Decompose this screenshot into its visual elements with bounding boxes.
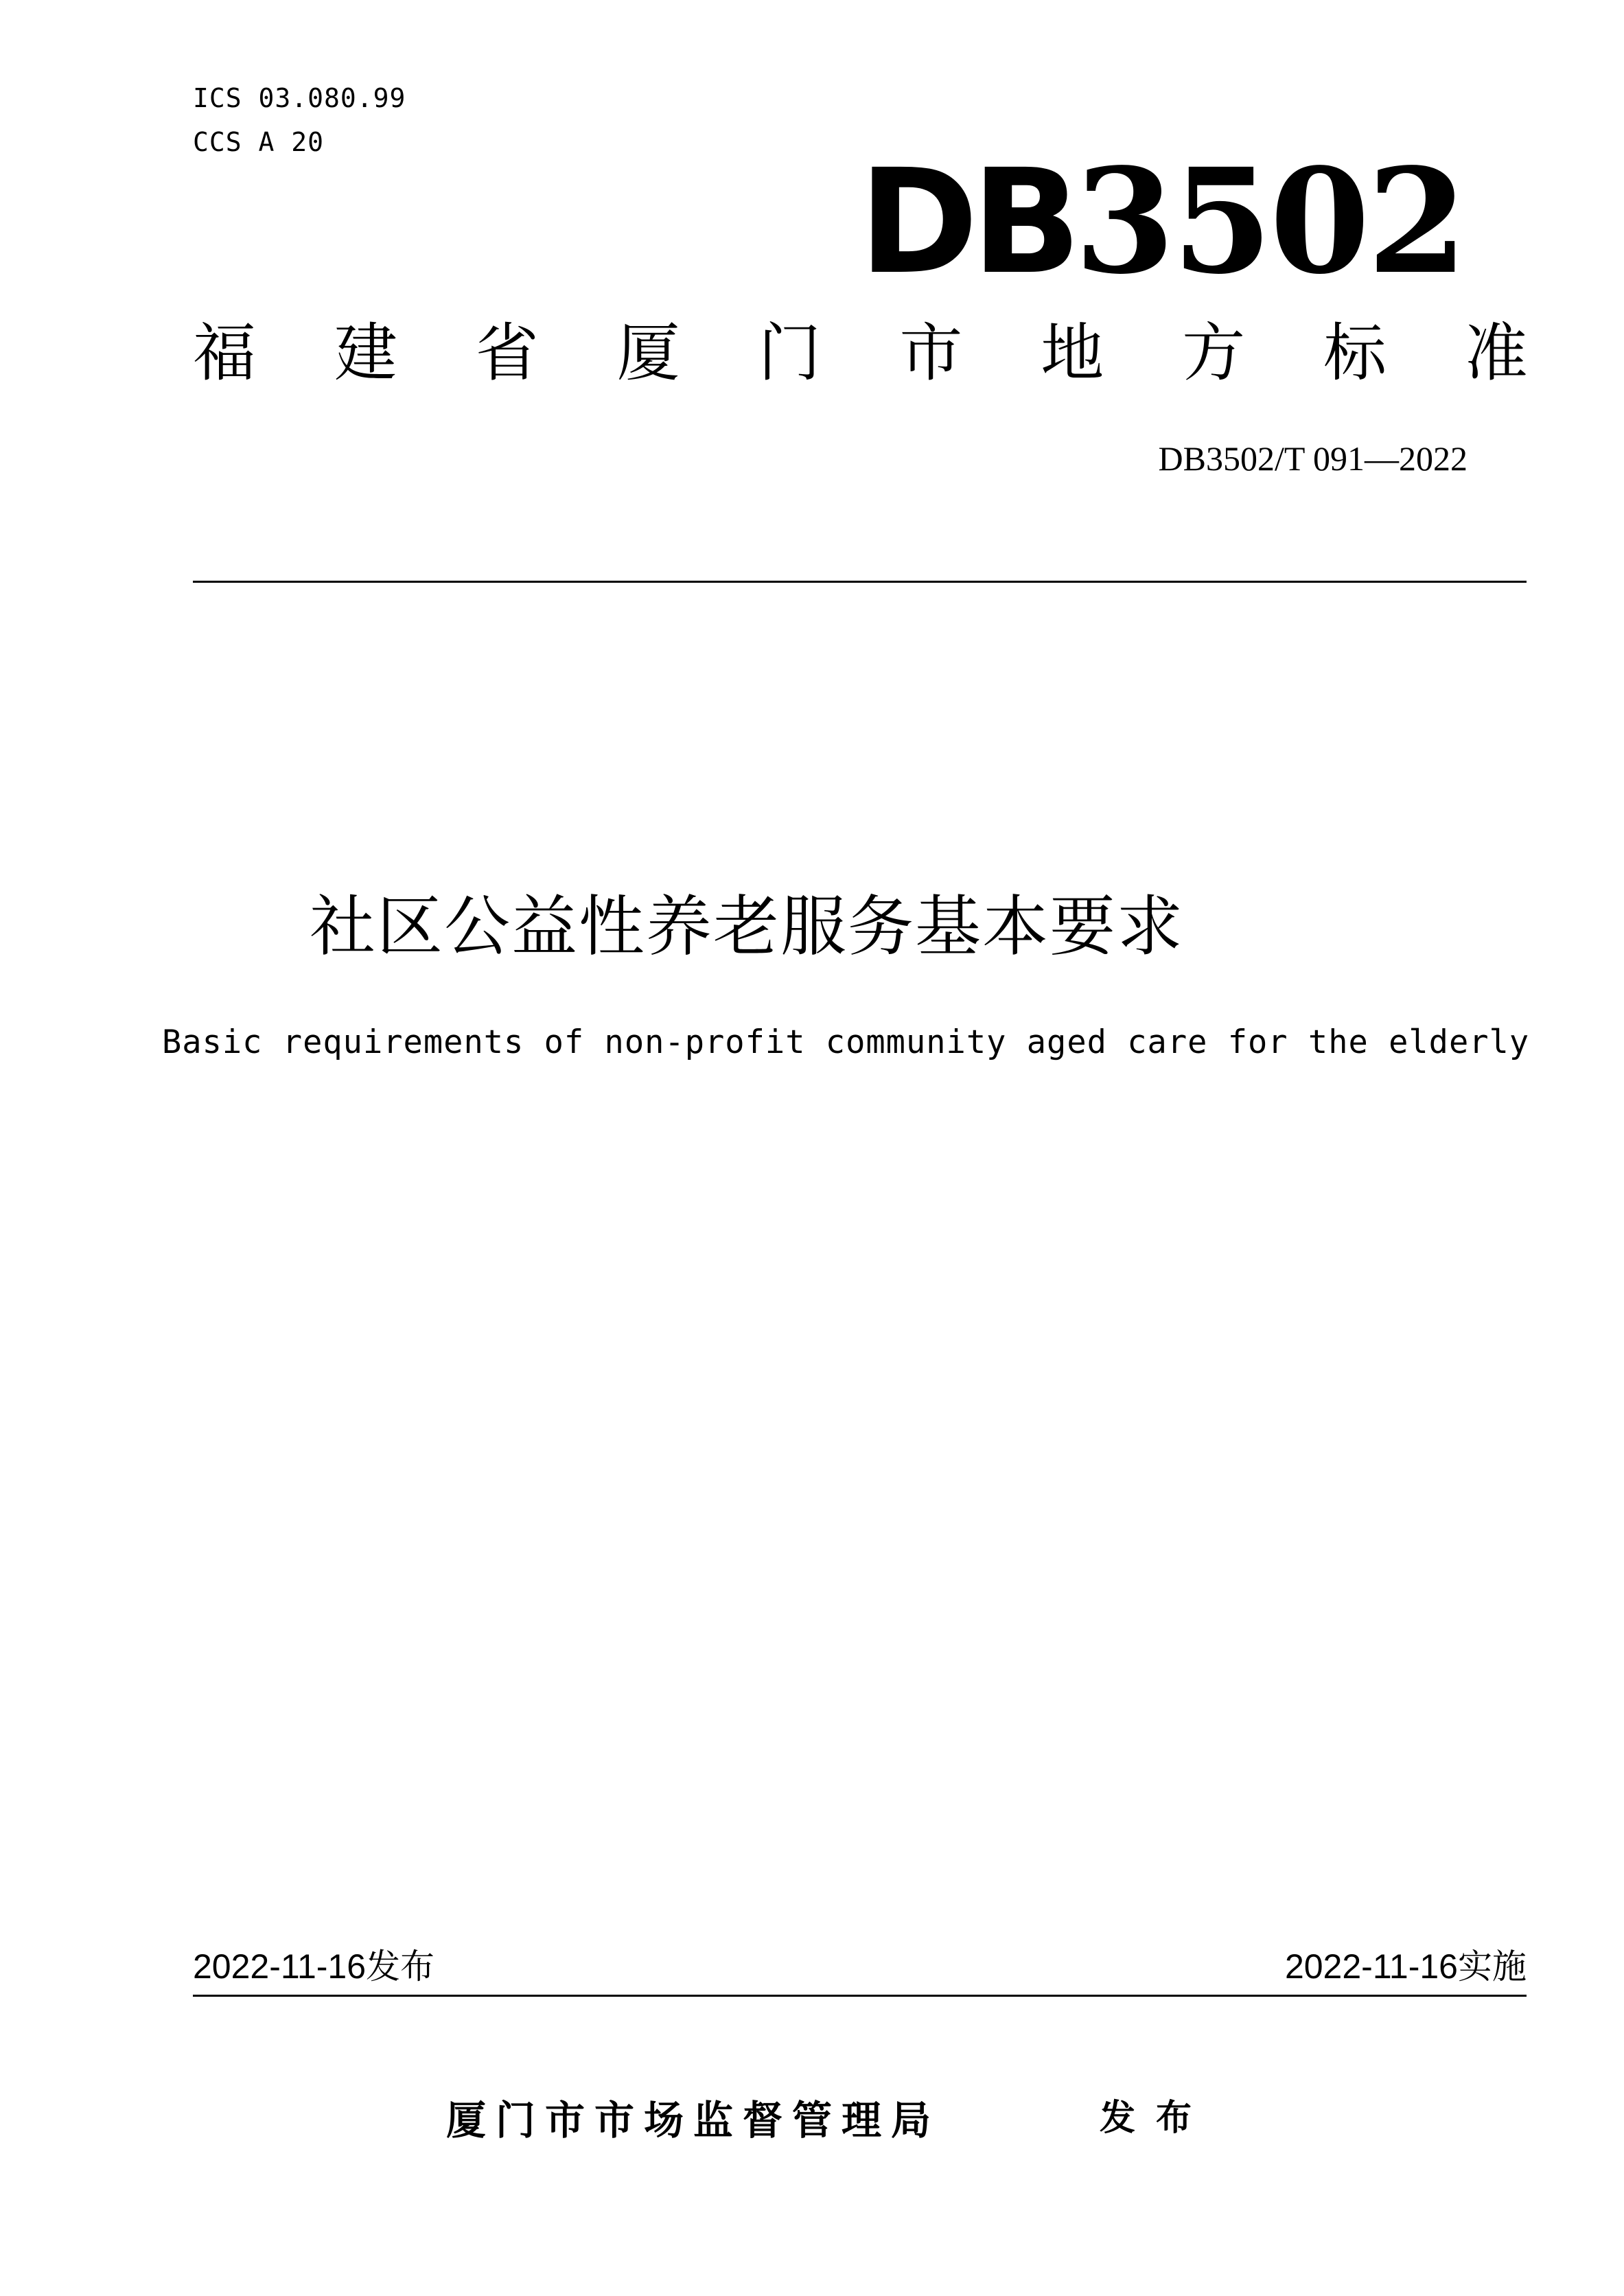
top-divider <box>193 581 1527 583</box>
issue-date: 2022-11-16发布 <box>193 1947 435 1986</box>
publish-label: 发布 <box>1100 2098 1213 2139</box>
ics-code: ICS 03.080.99 <box>193 83 406 113</box>
ccs-code: CCS A 20 <box>193 127 325 157</box>
standard-type-char: 建 <box>334 316 397 390</box>
standard-type-char: 标 <box>1323 316 1387 390</box>
standard-logo <box>859 137 1465 306</box>
title-chinese: 社区公益性养老服务基本要求 <box>310 888 1184 965</box>
logo-number: 3502 <box>1074 137 1465 306</box>
standard-type-char: 地 <box>1041 316 1104 390</box>
standard-type-title <box>193 316 1528 391</box>
implementation-date: 2022-11-16实施 <box>1284 1947 1527 1986</box>
standard-number: DB3502/T 091—2022 <box>1158 439 1468 478</box>
logo-prefix: DB <box>859 138 1075 306</box>
standard-type-char: 准 <box>1464 316 1528 390</box>
standard-type-char: 省 <box>475 316 539 390</box>
bottom-divider <box>193 1995 1527 1997</box>
publisher-name: 厦门市市场监督管理局 <box>446 2097 941 2144</box>
standard-type-char: 福 <box>193 316 257 390</box>
standard-type-char: 厦 <box>616 316 680 390</box>
title-english: Basic requirements of non-profit community aged care for the elderly <box>162 1023 1530 1061</box>
standard-type-char: 方 <box>1182 316 1246 390</box>
standard-type-char: 市 <box>899 316 963 390</box>
standard-type-char: 门 <box>758 316 822 390</box>
